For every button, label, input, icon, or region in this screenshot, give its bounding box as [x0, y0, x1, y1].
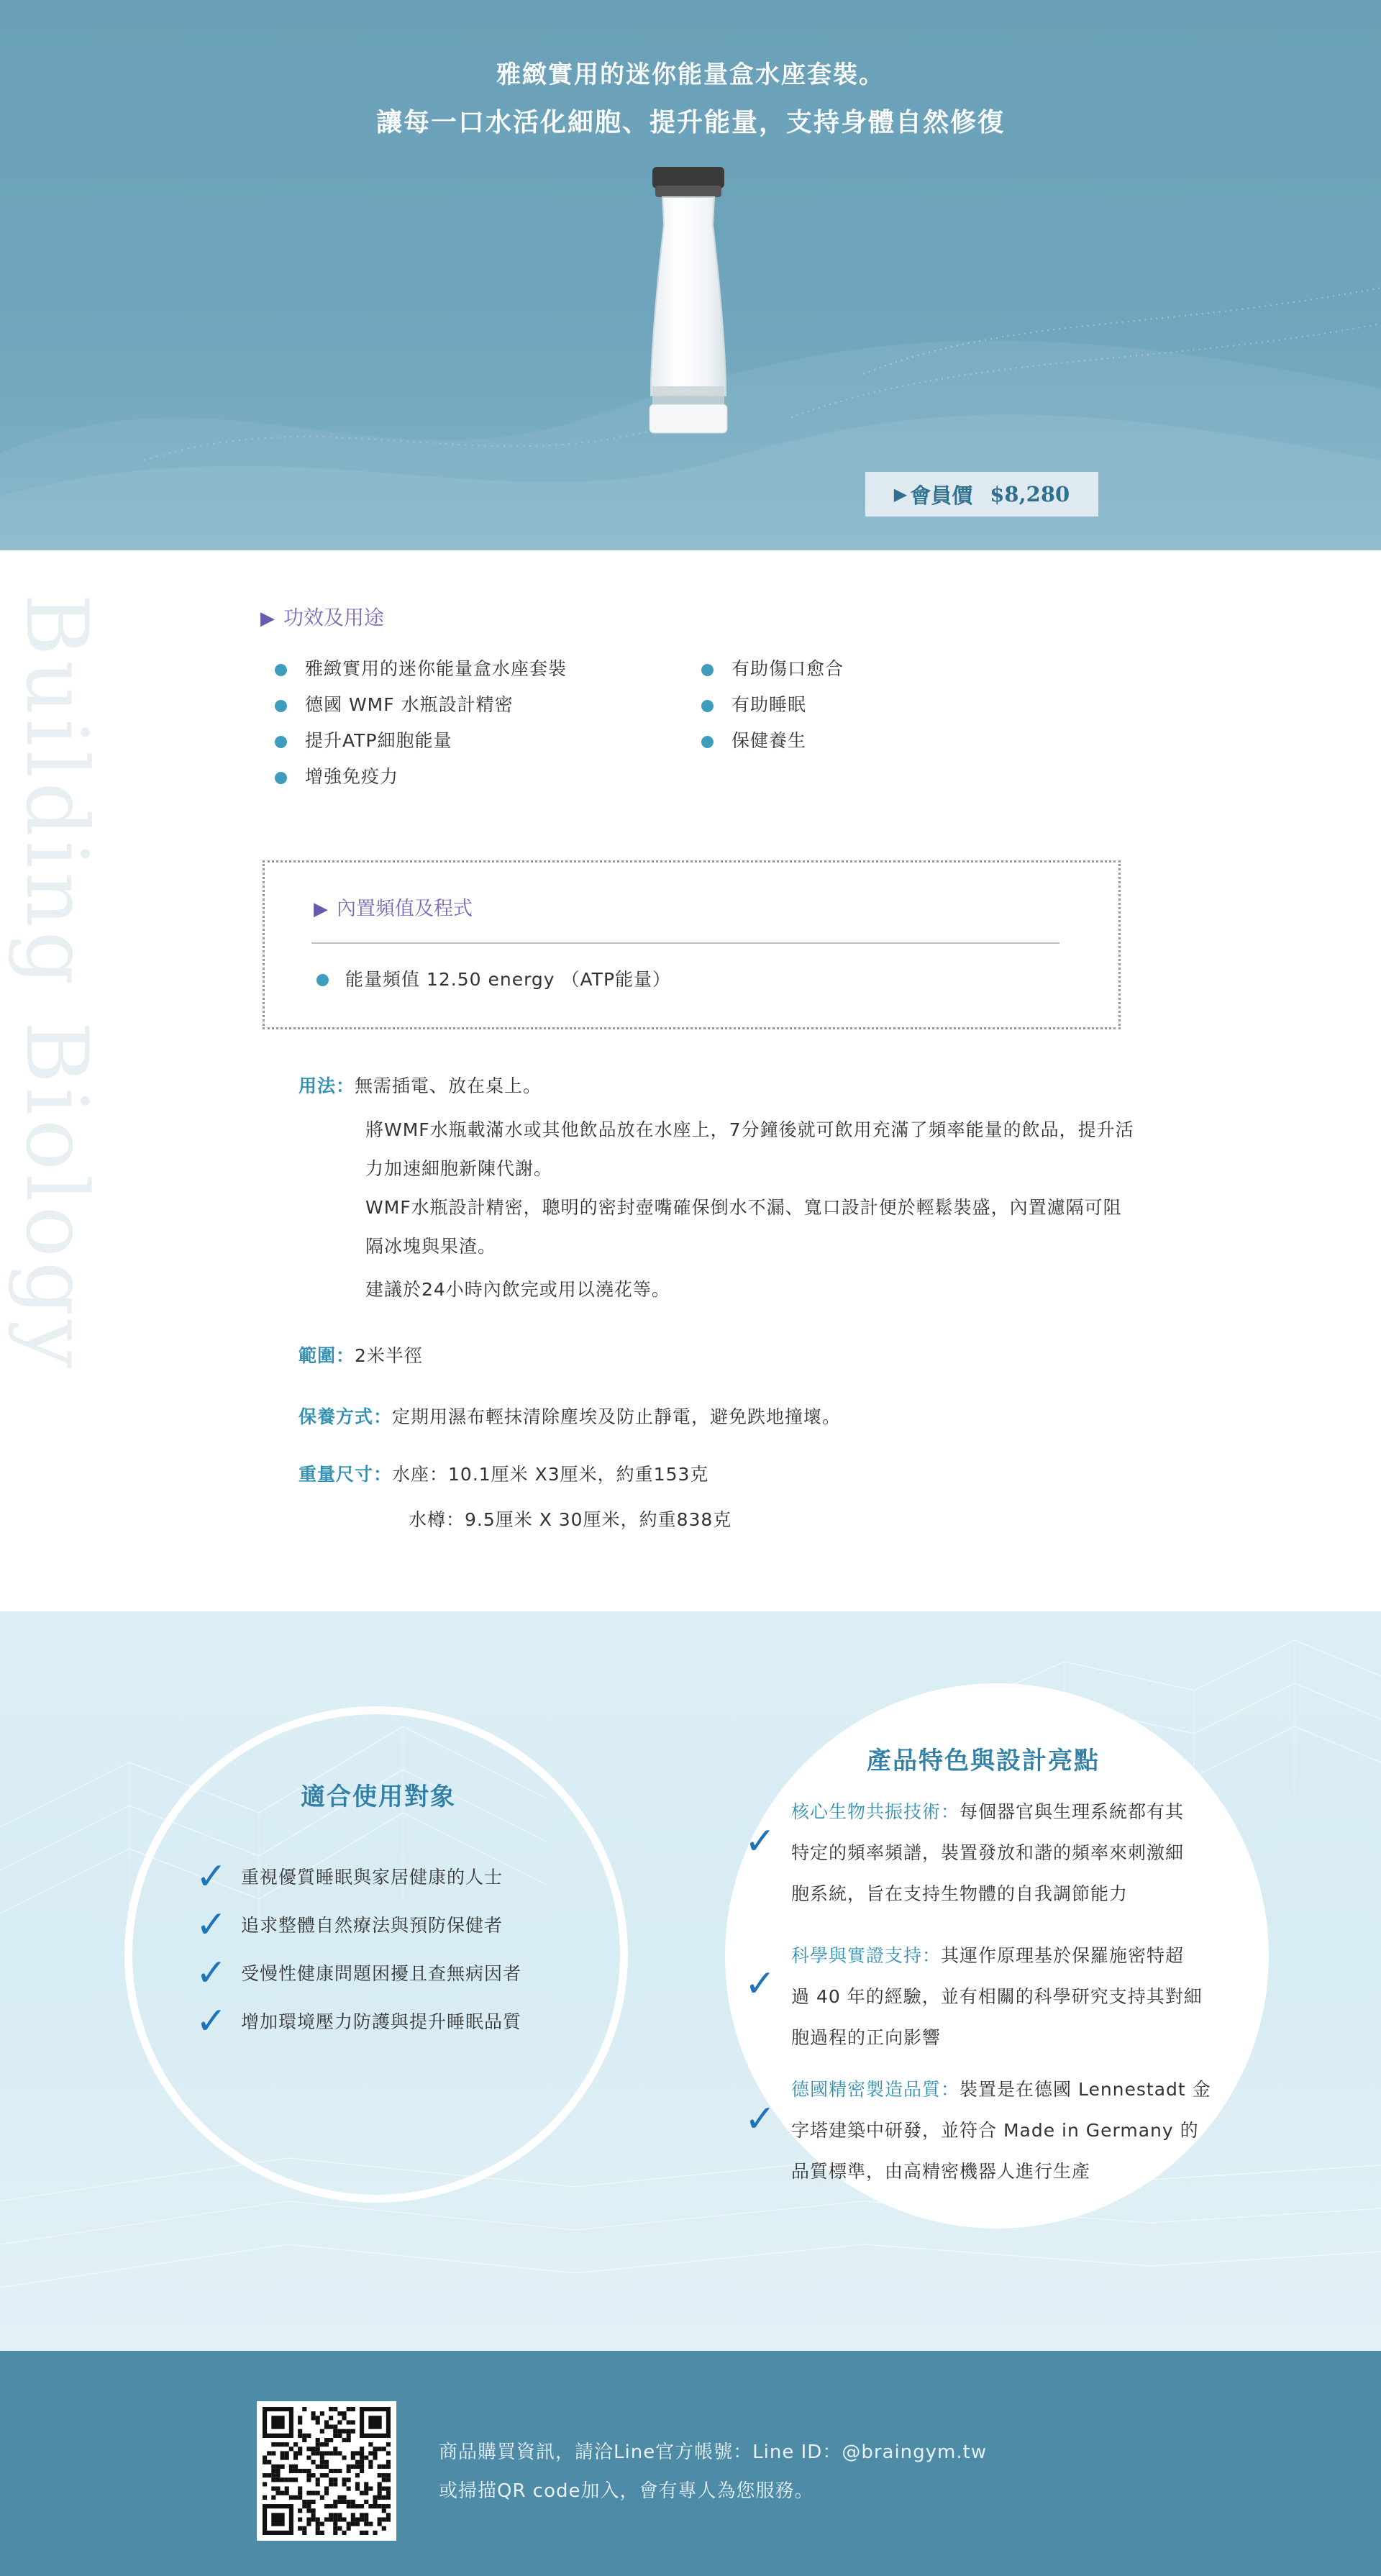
list-item: [275, 651, 567, 687]
hero-subheadline: 讓每一口水活化細胞、提升能量，支持身體自然修復: [375, 107, 1005, 137]
list-item-text: 保健養生: [731, 730, 807, 751]
range-row: [298, 1334, 1162, 1378]
checkmark-icon: ✓: [744, 2098, 776, 2141]
hero-banner: [0, 0, 1381, 550]
list-item: [701, 651, 844, 687]
care-row: [298, 1396, 1162, 1439]
feature-text: 過 40 年的經驗，並有相關的科學研究支持其對細: [791, 1986, 1203, 2007]
feature-text: 胞過程的正向影響: [791, 2027, 942, 2048]
member-price-badge: [865, 472, 1098, 516]
feature-item: [791, 1935, 1230, 2058]
product-spec-section: [0, 550, 1381, 1611]
feature-label: 德國精密製造品質：: [791, 2079, 960, 2100]
feature-item: [791, 1791, 1230, 1914]
list-item-text: 提升ATP細胞能量: [305, 730, 452, 751]
usage-row: [298, 1065, 1162, 1108]
checkmark-icon: ✓: [196, 1903, 227, 1947]
list-item: [275, 687, 567, 723]
frequency-heading: [314, 893, 473, 921]
usage-label: 用法：: [298, 1075, 355, 1096]
footer-contact-line: 商品購買資訊，請洽Line官方帳號：Line ID：@braingym.tw: [439, 2441, 988, 2463]
bullet-dot-icon: [316, 974, 329, 986]
feature-text: 字塔建築中研發，並符合 Made in Germany 的: [791, 2120, 1199, 2141]
feature-text: 裝置是在德國 Lennestadt 金: [960, 2079, 1211, 2100]
target-item: 受慢性健康問題困擾且查無病因者: [241, 1963, 522, 1984]
product-features-title: 產品特色與設計亮點: [867, 1747, 1100, 1775]
list-item-text: 有助傷口愈合: [731, 658, 844, 679]
bullet-dot-icon: [275, 700, 287, 712]
list-item-text: 德國 WMF 水瓶設計精密: [305, 694, 514, 715]
play-triangle-icon: ▶: [314, 898, 328, 920]
checkmark-icon: ✓: [196, 1952, 227, 1995]
qr-code-icon: [263, 2407, 391, 2535]
list-item-text: 有助睡眠: [731, 694, 807, 715]
feature-label: 科學與實證支持：: [791, 1945, 942, 1966]
hero-headline: 雅緻實用的迷你能量盒水座套裝。: [496, 60, 885, 89]
effects-heading: [260, 602, 384, 631]
frequency-box: [263, 860, 1121, 1029]
vertical-watermark-text: Building Biology: [7, 593, 106, 1373]
list-item: [275, 723, 567, 759]
price-amount: $8,280: [990, 482, 1070, 506]
frequency-item: [316, 962, 671, 998]
care-value: 定期用濕布輕抹清除塵埃及防止靜電，避免跌地撞壞。: [392, 1406, 842, 1427]
feature-text: 特定的頻率頻譜，裝置發放和諧的頻率來刺激細: [791, 1842, 1185, 1863]
checkmark-icon: ✓: [196, 1855, 227, 1898]
bullet-dot-icon: [275, 772, 287, 784]
list-item: [701, 687, 844, 723]
bullet-dot-icon: [701, 736, 714, 748]
feature-text: 其運作原理基於保羅施密特超: [941, 1945, 1185, 1966]
target-item: 增加環境壓力防護與提升睡眠品質: [241, 2011, 522, 2032]
weight-value-bottle: 水樽：9.5厘米 X 30厘米，約重838克: [409, 1509, 732, 1530]
weight-row: [298, 1453, 1162, 1496]
effects-heading-text: 功效及用途: [283, 606, 385, 629]
effects-list-left: [275, 651, 567, 795]
target-audience-title: 適合使用對象: [301, 1783, 456, 1811]
effects-list-right: [701, 651, 844, 759]
target-item: 重視優質睡眠與家居健康的人士: [241, 1867, 503, 1888]
divider: [311, 942, 1059, 944]
usage-first-line: 無需插電、放在桌上。: [355, 1075, 542, 1096]
feature-text: 胞系統，旨在支持生物體的自我調節能力: [791, 1883, 1129, 1904]
care-label: 保養方式：: [298, 1406, 393, 1427]
range-label: 範圍：: [298, 1345, 355, 1366]
range-value: 2米半徑: [355, 1345, 423, 1366]
price-label: 會員價: [910, 483, 973, 508]
play-triangle-icon: ▶: [893, 484, 908, 504]
checkmark-icon: ✓: [744, 1820, 776, 1863]
usage-paragraph: 將WMF水瓶載滿水或其他飲品放在水座上，7分鐘後就可飲用充滿了頻率能量的飲品，提升活力加速細胞新陳代謝。: [365, 1119, 1134, 1179]
checkmark-icon: ✓: [196, 2000, 227, 2043]
frequency-item-text: 能量頻值 12.50 energy （ATP能量）: [345, 969, 672, 990]
footer-qr-line: 或掃描QR code加入，會有專人為您服務。: [439, 2480, 814, 2502]
features-section: [0, 1611, 1381, 2351]
feature-label: 核心生物共振技術：: [791, 1801, 960, 1822]
feature-text: 每個器官與生理系統都有其: [960, 1801, 1185, 1822]
bullet-dot-icon: [275, 736, 287, 748]
list-item: [275, 759, 567, 795]
target-item: 追求整體自然療法與預防保健者: [241, 1915, 503, 1936]
list-item: [701, 723, 844, 759]
qr-code-image[interactable]: [257, 2401, 396, 2541]
weight-value-base: 水座：10.1厘米 X3厘米，約重153克: [392, 1464, 709, 1485]
bullet-dot-icon: [275, 664, 287, 676]
feature-item: [791, 2069, 1230, 2192]
water-bottle-image: [644, 167, 733, 439]
feature-text: 品質標準，由高精密機器人進行生產: [791, 2161, 1091, 2182]
frequency-heading-text: 內置頻值及程式: [337, 898, 473, 920]
play-triangle-icon: ▶: [260, 608, 275, 629]
weight-label: 重量尺寸：: [298, 1464, 393, 1485]
list-item-text: 增強免疫力: [305, 766, 399, 787]
list-item-text: 雅緻實用的迷你能量盒水座套裝: [305, 658, 568, 679]
bullet-dot-icon: [701, 664, 714, 676]
footer: [0, 2351, 1381, 2576]
usage-paragraph: WMF水瓶設計精密，聰明的密封壺嘴確保倒水不漏、寬口設計便於輕鬆裝盛，內置濾隔可阻隔冰塊與果渣。: [365, 1197, 1122, 1257]
usage-paragraph: 建議於24小時內飲完或用以澆花等。: [365, 1279, 670, 1300]
bullet-dot-icon: [701, 700, 714, 712]
checkmark-icon: ✓: [744, 1962, 776, 2006]
